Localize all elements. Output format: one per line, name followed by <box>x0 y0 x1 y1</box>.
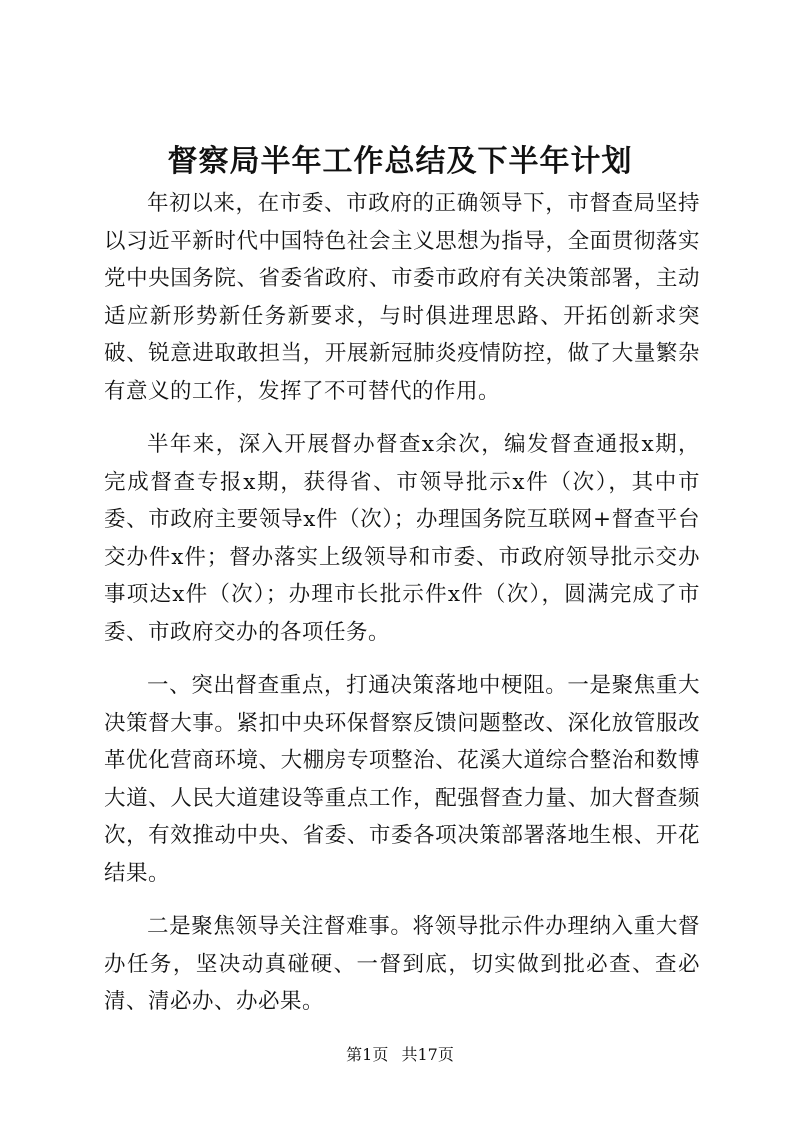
page-footer <box>0 1044 800 1066</box>
document-title: 督察局半年工作总结及下半年计划 <box>167 144 633 179</box>
paragraph-section-two: 二是聚焦领导关注督难事。将领导批示件办理纳入重大督办任务，坚决动真碰硬、一督到底，切实做到批必查、查必清、清必办、办必果。 <box>104 914 700 1014</box>
page-number: 第1页 <box>346 1045 389 1064</box>
paragraph-intro: 年初以来，在市委、市政府的正确领导下，市督查局坚持以习近平新时代中国特色社会主义思想为指导，全面贯彻落实党中央国务院、省委省政府、市委市政府有关决策部署，主动适应新形势新任务新要求，与时俱进理思路、开拓创新求突破、锐意进取敢担当，开展新冠肺炎疫情防控，做了大量繁杂有意义的工作，发挥了不可替代的作用。 <box>104 191 700 404</box>
paragraph-half-year-summary: 半年来，深入开展督办督查x余次，编发督查通报x期，完成督查专报x期，获得省、市领导批示x件（次），其中市委、市政府主要领导x件（次）；办理国务院互联网+督查平台交办件x件；督办落实上级领导和市委、市政府领导批示交办事项达x件（次）；办理市长批示件x件（次），圆满完成了市委、市政府交办的各项任务。 <box>104 432 700 645</box>
document-body <box>104 185 700 1037</box>
page-total: 共17页 <box>401 1045 454 1064</box>
paragraph-section-one: 一、突出督查重点，打通决策落地中梗阻。一是聚焦重大决策督大事。紧扣中央环保督察反馈问题整改、深化放管服改革优化营商环境、大棚房专项整治、花溪大道综合整治和数博大道、人民大道建设等重点工作，配强督查力量、加大督查频次，有效推动中央、省委、市委各项决策部署落地生根、开花结果。 <box>104 673 700 886</box>
